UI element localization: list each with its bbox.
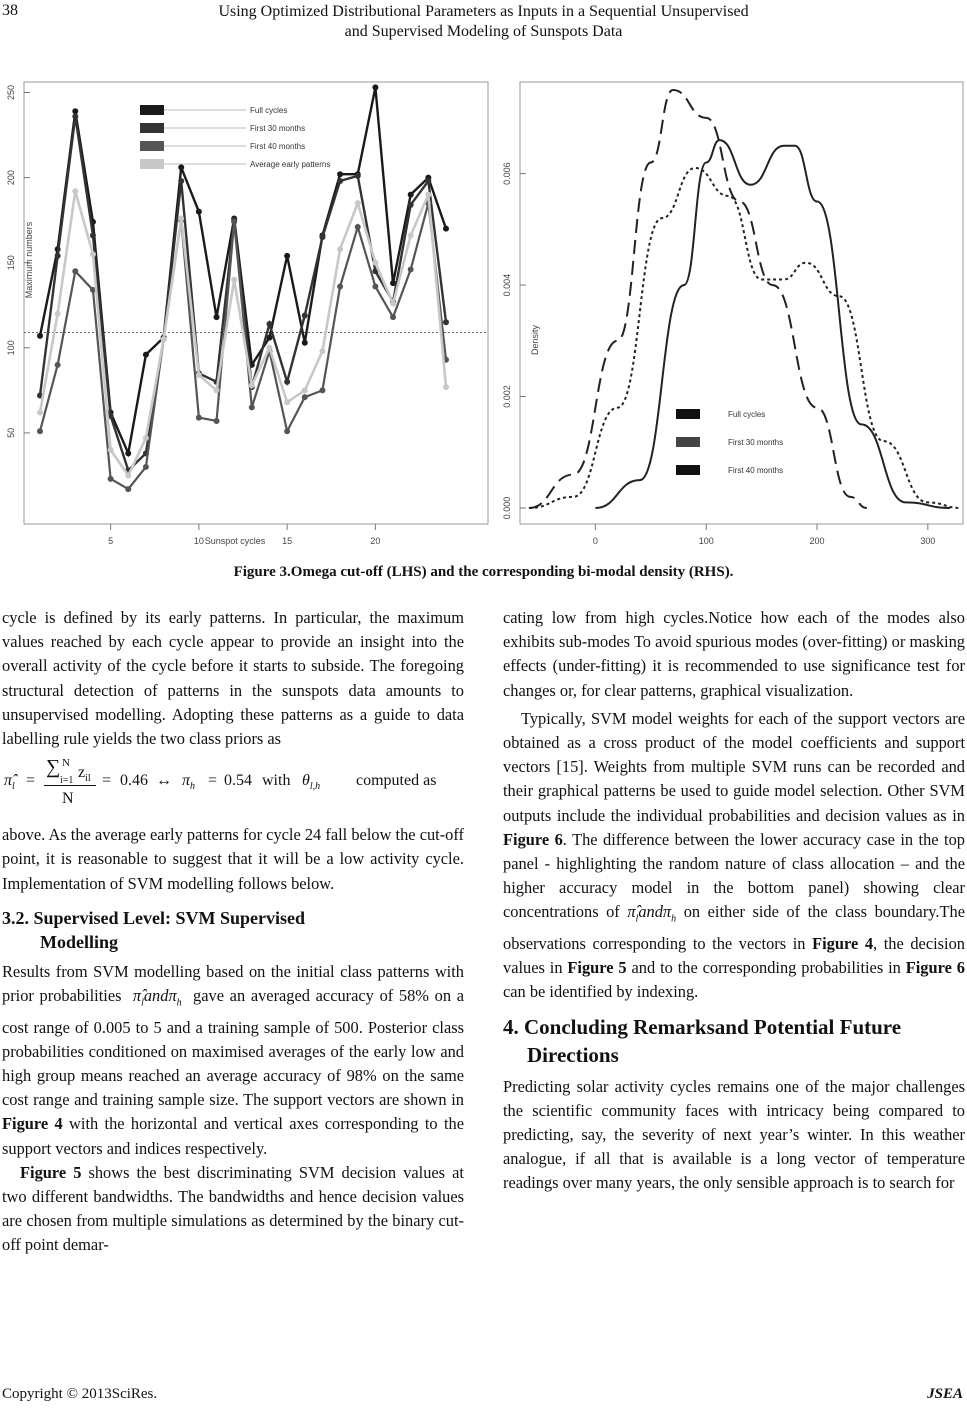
left-data-point	[37, 409, 43, 415]
right-paragraph-2	[503, 707, 965, 1005]
left-data-point	[72, 108, 78, 114]
right-legend-label: Full cycles	[728, 410, 766, 419]
double-arrow: ↔	[156, 772, 172, 790]
left-data-point	[108, 476, 114, 482]
section-4-line2: Directions	[527, 1042, 619, 1067]
left-data-point	[266, 321, 272, 327]
right-density-curve	[529, 168, 961, 508]
section-4-heading	[503, 1013, 965, 1069]
theta-lh: $\theta_{l,h}$	[302, 772, 321, 793]
left-ytick-label: 200	[6, 170, 16, 186]
eq-equals-3: =	[208, 772, 218, 790]
left-data-point	[425, 192, 431, 198]
right-ytick-label: 0.006	[502, 162, 512, 185]
left-data-point	[72, 268, 78, 274]
right-column	[503, 606, 965, 1196]
left-data-point	[302, 340, 308, 346]
right-xtick-label: 200	[809, 536, 825, 546]
left-xtick-label: 15	[282, 536, 293, 546]
section-4-line1: 4. Concluding Remarksand Potential Future	[503, 1014, 902, 1039]
rp2-e: and to the corresponding probabilities in	[631, 958, 901, 978]
right-ylabel: Density	[530, 324, 540, 356]
left-data-point	[390, 301, 396, 307]
left-data-point	[302, 387, 308, 393]
left-data-point	[178, 215, 184, 221]
left-data-point	[372, 84, 378, 90]
section-3-2-line2: Modelling	[40, 931, 119, 952]
left-data-point	[125, 450, 131, 456]
figure-4-ref-2: Figure 4	[812, 933, 874, 953]
right-legend-swatch	[676, 465, 700, 475]
running-title-line2: and Supervised Modeling of Sunspots Data	[344, 23, 623, 40]
left-data-point	[443, 384, 449, 390]
left-data-point	[143, 464, 149, 470]
left-ytick-label: 50	[6, 427, 16, 438]
running-title	[0, 2, 967, 42]
left-data-point	[143, 435, 149, 441]
left-data-point	[214, 387, 220, 393]
figure-3-svg	[0, 70, 967, 550]
right-ytick-label: 0.000	[502, 496, 512, 520]
left-data-point	[443, 226, 449, 232]
pi-h: $\pi_h$	[182, 772, 196, 793]
left-data-point	[90, 232, 96, 238]
left-data-point	[55, 253, 61, 259]
left-data-point	[408, 267, 414, 273]
p4-text: shows the best discriminating SVM decision values at two different bandwidths. The bandwidths and hence decision values are chosen from multiple simulations as determined by the binary cut-off point demar-	[2, 1162, 464, 1255]
left-legend-swatch	[140, 159, 164, 169]
left-ytick-label: 150	[6, 255, 16, 271]
figure-6-ref-2: Figure 6	[905, 958, 965, 978]
sum-term: $z_{il}$	[78, 764, 91, 785]
copyright: Copyright © 2013SciRes.	[2, 1386, 158, 1402]
right-xtick-label: 300	[920, 536, 936, 546]
left-data-point	[55, 362, 61, 368]
rp2-b: . The difference between the lower accuracy case in the top panel - highlighting the random nature of class allocation – and the higher accuracy model in the bottom panel) showing clear concentrations of	[503, 829, 965, 922]
left-data-point	[196, 372, 202, 378]
right-xtick-label: 100	[698, 536, 714, 546]
left-data-point	[284, 379, 290, 385]
left-data-point	[355, 224, 361, 230]
right-legend-swatch	[676, 409, 700, 419]
with-word: with	[262, 772, 291, 790]
rp2-f: can be identified by indexing.	[503, 982, 699, 1002]
left-data-point	[214, 314, 220, 320]
right-panel-frame	[520, 82, 963, 524]
left-ytick-label: 100	[6, 340, 16, 356]
section-3-2-heading	[2, 906, 464, 954]
left-xlabel: Sunspot cycles	[204, 536, 266, 546]
left-data-point	[55, 311, 61, 317]
left-data-point	[231, 219, 237, 225]
left-data-point	[425, 178, 431, 184]
left-data-point	[390, 314, 396, 320]
right-paragraph-3: Predicting solar activity cycles remains one of the major challenges the scientific community faces with intricacy being compared to predicting, say, the severity of next year’s winter. In this weather analogue, if all that is available is a long vector of temperature readings over many years, the only sensible approach is to search for	[503, 1076, 965, 1193]
figure-3	[0, 70, 967, 550]
left-data-point	[231, 277, 237, 283]
right-chart	[502, 90, 961, 546]
left-data-point	[337, 178, 343, 184]
left-data-point	[72, 113, 78, 119]
left-data-point	[408, 202, 414, 208]
left-data-point	[337, 246, 343, 252]
sum-lower: i=1	[60, 775, 74, 787]
left-data-point	[284, 399, 290, 405]
p3-a: Results from SVM modelling based on the initial class patterns with prior probabilities	[2, 961, 464, 1006]
left-data-point	[319, 348, 325, 354]
left-data-point	[125, 472, 131, 478]
pi-l-and-pi-h: $\pî_land\pi_h$	[132, 986, 182, 1009]
right-xtick-label: 0	[592, 536, 598, 546]
left-data-point	[143, 352, 149, 358]
left-data-point	[355, 200, 361, 206]
left-data-point	[249, 404, 255, 410]
left-data-point	[196, 209, 202, 215]
eq-equals-1: =	[26, 772, 36, 790]
rp2-a: Typically, SVM model weights for each of the support vectors are obtained as a cross product of the model coefficients and support vectors [15]. Weights from multiple SVM runs can be recorded and their graphical patterns be used to guide model selection. Other SVM outputs include the individual probabilities and decision values as in	[503, 708, 965, 825]
left-data-point	[72, 188, 78, 194]
left-legend-label: Full cycles	[250, 106, 288, 115]
computed-as: computed as	[356, 772, 437, 790]
left-data-point	[161, 336, 167, 342]
left-data-point	[214, 418, 220, 424]
left-data-point	[337, 171, 343, 177]
left-xtick-label: 5	[108, 536, 114, 546]
p3-b: gave an averaged accuracy of 58% on a cost range of 0.005 to 5 and a training sample of 500. Posterior class probabilities conditioned on maximised averages of the early low and high group means reached an average accuracy of 98% on the same cost range and training sample size. The support vectors are shown in	[2, 986, 464, 1110]
left-series-line	[40, 116, 446, 470]
left-ylabel: Maximum numbers	[24, 221, 34, 299]
left-data-point	[408, 192, 414, 198]
left-legend-swatch	[140, 105, 164, 115]
left-data-point	[37, 428, 43, 434]
left-data-point	[178, 164, 184, 170]
left-data-point	[355, 173, 361, 179]
left-data-point	[196, 415, 202, 421]
left-data-point	[178, 178, 184, 184]
right-ytick-label: 0.002	[502, 385, 512, 408]
left-data-point	[372, 284, 378, 290]
sum-upper: N	[62, 757, 70, 770]
fraction-bar	[44, 785, 96, 786]
section-3-2-line1: 3.2. Supervised Level: SVM Supervised	[2, 907, 306, 928]
left-legend-swatch	[140, 123, 164, 133]
left-xtick-label: 10	[193, 536, 204, 546]
left-data-point	[249, 382, 255, 388]
left-data-point	[302, 312, 308, 318]
left-data-point	[443, 319, 449, 325]
pi-l-and-pi-h-2: $\pî_land\pi_h$	[627, 902, 677, 925]
left-legend-label: Average early patterns	[250, 160, 331, 169]
left-data-point	[266, 345, 272, 351]
left-column	[2, 606, 464, 1258]
left-data-point	[284, 428, 290, 434]
figure-5-ref: Figure 5	[20, 1162, 82, 1182]
left-paragraph-3	[2, 960, 464, 1161]
denominator: N	[62, 790, 74, 808]
rp2-d: , the decision values in	[503, 933, 965, 978]
left-data-point	[302, 394, 308, 400]
right-legend-label: First 30 months	[728, 438, 784, 447]
eq-equals-2: =	[102, 772, 112, 790]
figure-6-ref: Figure 6	[503, 829, 563, 849]
pi-hat-l: $\pî_l$	[4, 772, 15, 793]
p3-c: with the horizontal and vertical axes corresponding to the support vectors and indices respectively.	[2, 1114, 464, 1158]
right-legend-swatch	[676, 437, 700, 447]
page-number: 38	[2, 2, 18, 19]
left-data-point	[37, 333, 43, 339]
left-data-point	[319, 387, 325, 393]
left-data-point	[337, 284, 343, 290]
left-data-point	[319, 234, 325, 240]
left-data-point	[90, 251, 96, 257]
left-xtick-label: 20	[370, 536, 381, 546]
left-legend-swatch	[140, 141, 164, 151]
journal-name: JSEA	[927, 1386, 963, 1402]
figure-5-ref-2: Figure 5	[567, 958, 627, 978]
left-data-point	[108, 447, 114, 453]
right-paragraph-1: cating low from high cycles.Notice how each of the modes also exhibits sub-modes To avoid spurious modes (over-fitting) or masking effects (under-fitting) it is recommended to use significance test for changes or, for clear patterns, graphical visualization.	[503, 608, 965, 700]
left-chart	[6, 84, 488, 546]
right-legend-label: First 40 months	[728, 466, 784, 475]
left-paragraph-1: cycle is defined by its early patterns. In particular, the maximum values reached by each cycle appear to provide an insight into the overall activity of the cycle before it starts to subside. The foregoing structural detection of patterns in the sunspots data amounts to unsupervised modelling. Adopting these patterns as a guide to data labelling rule yields the two class priors as	[2, 608, 464, 749]
left-data-point	[372, 260, 378, 266]
left-legend-label: First 30 months	[250, 124, 306, 133]
left-data-point	[408, 232, 414, 238]
left-paragraph-4	[2, 1161, 464, 1258]
left-series-line	[40, 191, 446, 475]
left-data-point	[284, 253, 290, 259]
right-ytick-label: 0.004	[502, 273, 512, 297]
sum-symbol: ∑	[46, 756, 61, 779]
left-legend-label: First 40 months	[250, 142, 306, 151]
left-ytick-label: 250	[6, 84, 16, 101]
figure-caption: Figure 3.Omega cut-off (LHS) and the corresponding bi-modal density (RHS).	[233, 564, 734, 580]
running-title-line1: Using Optimized Distributional Parameters as Inputs in a Sequential Unsupervised	[218, 3, 749, 20]
left-paragraph-2: above. As the average early patterns for cycle 24 fall below the cut-off point, it is reasonable to suggest that it will be a low activity cycle. Implementation of SVM modelling follows below.	[2, 825, 464, 893]
figure-4-ref: Figure 4	[2, 1114, 63, 1134]
rp2-c: on either side of the class boundary.The observations corresponding to the vectors in	[503, 902, 965, 953]
value-low: 0.46	[120, 772, 148, 790]
left-series-line	[40, 87, 446, 453]
prior-equation	[2, 755, 464, 817]
left-data-point	[125, 486, 131, 492]
value-high: 0.54	[224, 772, 252, 790]
